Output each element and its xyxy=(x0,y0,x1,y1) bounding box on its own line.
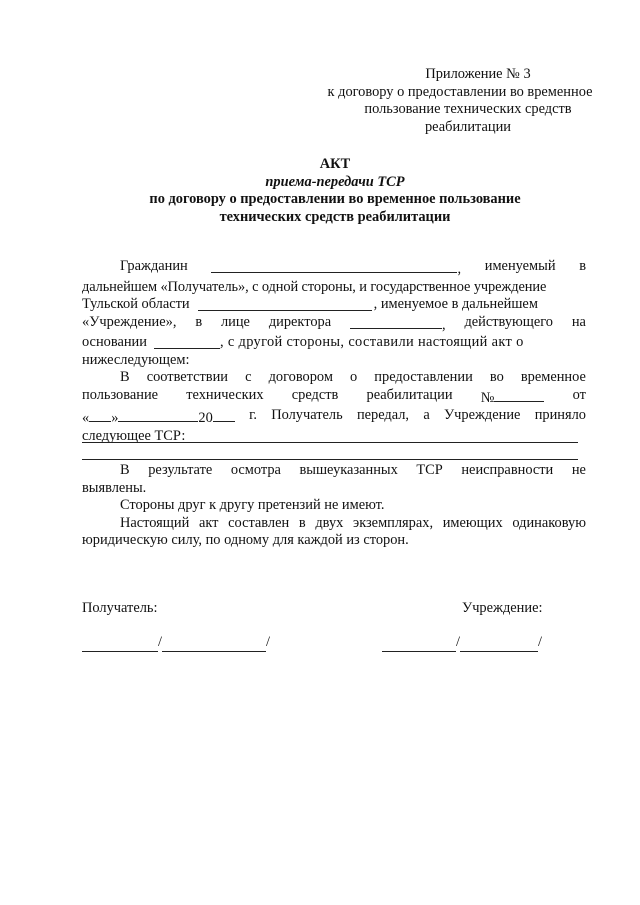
director-name-field[interactable]: , xyxy=(350,314,446,335)
word: в xyxy=(579,258,586,274)
text-line xyxy=(82,515,586,533)
title-line: по договору о предоставлении во временное пользование xyxy=(149,191,521,207)
word: Учреждение xyxy=(443,407,521,423)
word: директора xyxy=(268,313,332,330)
institution-name-field[interactable] xyxy=(460,636,538,652)
appendix-line: пользование технических средств xyxy=(364,101,572,117)
word: средств xyxy=(291,386,339,403)
institution-signature-line[interactable] xyxy=(382,634,542,652)
text-line xyxy=(82,314,586,335)
text: юридическую силу, по одному для каждой из сторон. xyxy=(82,532,409,548)
slash: / xyxy=(456,634,460,650)
text-line xyxy=(82,407,586,428)
contract-number-field[interactable]: № xyxy=(481,387,545,408)
document-title xyxy=(60,156,610,226)
text-line xyxy=(82,462,586,480)
word: именуемый xyxy=(484,258,556,274)
word: двух xyxy=(315,514,344,531)
word: акт xyxy=(198,514,219,531)
text-line xyxy=(82,497,586,515)
text-line xyxy=(82,480,586,498)
text-line xyxy=(82,532,586,550)
appendix-line: реабилитации xyxy=(424,118,511,135)
word: технических xyxy=(186,386,264,403)
word: предоставлении xyxy=(374,369,473,385)
text: выявлены. xyxy=(82,479,147,496)
word: в xyxy=(298,514,306,531)
word: о xyxy=(350,369,358,385)
recipient-signature-line[interactable] xyxy=(82,634,270,652)
appendix-header xyxy=(300,66,620,136)
institution-label: Учреждение: xyxy=(462,600,543,616)
word: г. xyxy=(249,407,257,423)
word: Настоящий xyxy=(120,514,190,531)
word: соответствии xyxy=(146,369,229,385)
recipient-name-field[interactable] xyxy=(162,636,266,652)
word: составлен xyxy=(228,514,290,531)
text: , именуемое в дальнейшем xyxy=(373,296,538,312)
word: имеющих xyxy=(442,514,503,531)
slash: / xyxy=(538,634,542,650)
text-line xyxy=(82,258,586,279)
text: основании xyxy=(82,334,147,350)
word: приняло xyxy=(534,407,586,423)
text: нижеследующем: xyxy=(82,351,190,368)
word: экземплярах, xyxy=(353,514,434,531)
word: на xyxy=(571,313,586,330)
recipient-signature-field[interactable] xyxy=(82,636,158,652)
text-line xyxy=(82,334,586,352)
word: Получатель xyxy=(271,407,343,423)
word: не xyxy=(571,462,586,478)
slash: / xyxy=(158,634,162,650)
word: вышеуказанных xyxy=(299,462,398,478)
paragraph-inspection xyxy=(82,462,586,550)
word: во xyxy=(489,369,504,385)
paragraph-parties xyxy=(82,258,586,445)
text-line xyxy=(82,279,586,297)
text-line xyxy=(82,369,586,387)
text-line xyxy=(82,387,586,408)
word: с xyxy=(245,369,252,385)
word: одинаковую xyxy=(512,514,586,531)
contract-date-field[interactable]: « » 20 xyxy=(82,407,235,428)
word: а xyxy=(423,407,430,423)
word: договором xyxy=(268,369,333,385)
word: осмотра xyxy=(230,462,281,478)
word: Гражданин xyxy=(120,258,188,274)
word: временное xyxy=(520,369,586,385)
recipient-label: Получатель: xyxy=(82,600,158,616)
slash: / xyxy=(266,634,270,650)
institution-signature-field[interactable] xyxy=(382,636,456,652)
word: реабилитации xyxy=(366,386,453,403)
word: лице xyxy=(220,313,250,330)
word: в xyxy=(195,313,203,330)
word: ТСР xyxy=(416,462,443,478)
word: результате xyxy=(148,462,213,478)
word: неисправности xyxy=(461,462,554,478)
word: «Учреждение», xyxy=(82,313,177,330)
word: от xyxy=(572,386,586,403)
institution-name-field[interactable] xyxy=(198,296,372,311)
word: передал, xyxy=(356,407,410,423)
word: пользование xyxy=(82,386,159,403)
text-line xyxy=(82,352,586,370)
text: дальнейшем «Получатель», с одной стороны, и государственное учреждение xyxy=(82,278,547,295)
text: , с другой стороны, составили настоящий акт о xyxy=(219,334,524,350)
text: Тульской области xyxy=(82,296,190,312)
text: следующее ТСР: xyxy=(82,427,186,444)
title-act: АКТ xyxy=(319,156,351,172)
text-line xyxy=(82,296,586,314)
word: В xyxy=(120,369,130,385)
word: действующего xyxy=(464,313,553,330)
appendix-number: Приложение № 3 xyxy=(425,66,531,82)
title-line: технических средств реабилитации xyxy=(219,208,451,225)
basis-field[interactable] xyxy=(154,334,220,349)
title-subtitle: приема-передачи ТСР xyxy=(265,173,405,190)
appendix-line: к договору о предоставлении во временное xyxy=(327,83,593,100)
word: В xyxy=(120,462,130,478)
citizen-name-field[interactable]: , xyxy=(211,258,461,279)
tsr-list-line-1[interactable] xyxy=(82,442,578,443)
text: Стороны друг к другу претензий не имеют. xyxy=(120,497,385,513)
tsr-list-line-2[interactable] xyxy=(82,459,578,460)
